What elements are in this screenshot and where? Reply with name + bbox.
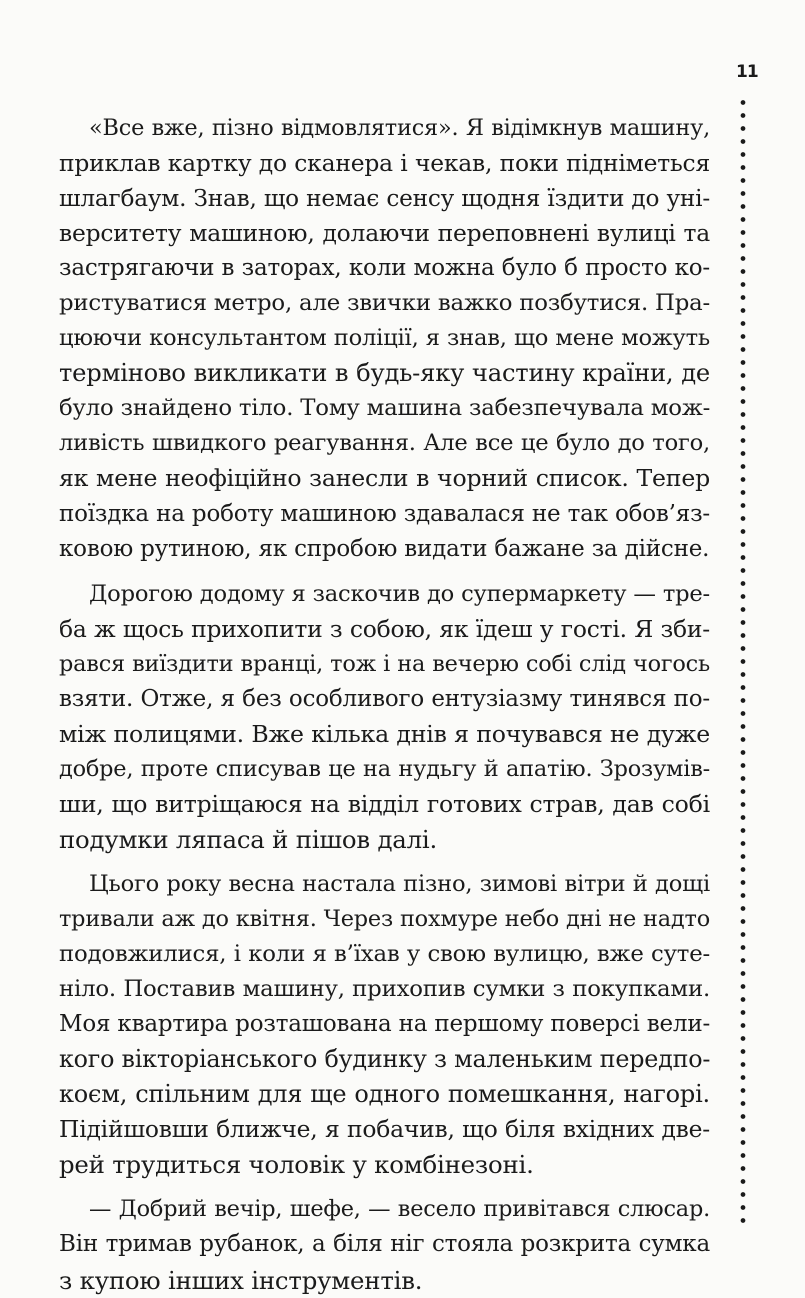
text-line: ковою рутиною, як спробою видати бажане за дійсне. [59, 535, 710, 562]
text-line: Дорогою додому я заскочив до супермаркету — тре- [89, 580, 710, 607]
text-line: Він тримав рубанок, а біля ніг стояла розкрита сумка [59, 1231, 710, 1258]
text-line: з купою інших інструментів. [59, 1265, 423, 1295]
text-line: рей трудиться чоловік у комбінезоні. [59, 1150, 534, 1180]
text-line: ніло. Поставив машину, прихопив сумки з покупками. [59, 976, 710, 1003]
text-line: терміново викликати в будь-яку частину країни, де [59, 359, 710, 388]
text-line: між полицями. Вже кілька днів я почувався не дуже [59, 719, 710, 748]
page-number: 11 [736, 62, 758, 82]
body-text [59, 111, 710, 1298]
text-line: кого вікторіанського будинку з маленьким передпо- [59, 1045, 710, 1074]
paragraph-1 [59, 111, 710, 567]
text-line: було знайдено тіло. Тому машина забезпечувала мож- [59, 395, 710, 422]
text-line: верситету машиною, долаючи переповнені вулиці та [59, 219, 710, 248]
paragraph-3 [59, 867, 710, 1182]
text-line: ристуватися метро, але звички важко позбутися. Пра- [59, 290, 710, 317]
text-line: ши, що витріщаюся на відділ готових страв, дав собі [59, 789, 710, 818]
text-line: — Добрий вечір, шефе, — весело привітався слюсар. [89, 1196, 710, 1223]
text-line: коєм, спільним для ще одного помешкання, нагорі. [59, 1080, 710, 1109]
text-line: приклав картку до сканера і чекав, поки підніметься [59, 149, 710, 178]
paragraph-2 [59, 577, 710, 857]
text-line: взяти. Отже, я без особливого ентузіазму тинявся по- [59, 685, 710, 712]
text-line: ливість швидкого реагування. Але все це було до того, [59, 430, 710, 457]
dotted-margin-rule [740, 96, 746, 1231]
text-line: шлагбаум. Знав, що немає сенсу щодня їздити до уні- [59, 185, 710, 213]
text-line: застрягаючи в заторах, коли можна було б просто ко- [59, 255, 710, 282]
text-line: «Все вже, пізно відмовлятися». Я відімкнув машину, [89, 115, 710, 141]
text-line: тривали аж до квітня. Через похмуре небо дні не надто [59, 906, 710, 933]
text-line: рався виїздити вранці, тож і на вечерю собі слід чогось [59, 650, 710, 677]
text-line: ба ж щось прихопити з собою, як їдеш у гості. Я зби- [59, 614, 710, 643]
text-line: як мене неофіційно занесли в чорний список. Тепер [59, 464, 710, 493]
text-line: Цього року весна настала пізно, зимові вітри й дощі [89, 870, 710, 897]
text-line: цюючи консультантом поліції, я знав, що мене можуть [59, 325, 710, 352]
text-line: подовжилися, і коли я в’їхав у свою вулицю, вже суте- [59, 941, 710, 968]
text-line: добре, проте списував це на нудьгу й апатію. Зрозумів- [59, 755, 710, 782]
text-line: подумки ляпаса й пішов далі. [59, 824, 438, 854]
text-line: Підійшовши ближче, я побачив, що біля вхідних две- [59, 1115, 710, 1144]
paragraph-4 [59, 1192, 710, 1297]
text-line: Моя квартира розташована на першому поверсі вели- [59, 1011, 710, 1038]
text-line: поїздка на роботу машиною здавалася не так обов’яз- [59, 500, 710, 527]
